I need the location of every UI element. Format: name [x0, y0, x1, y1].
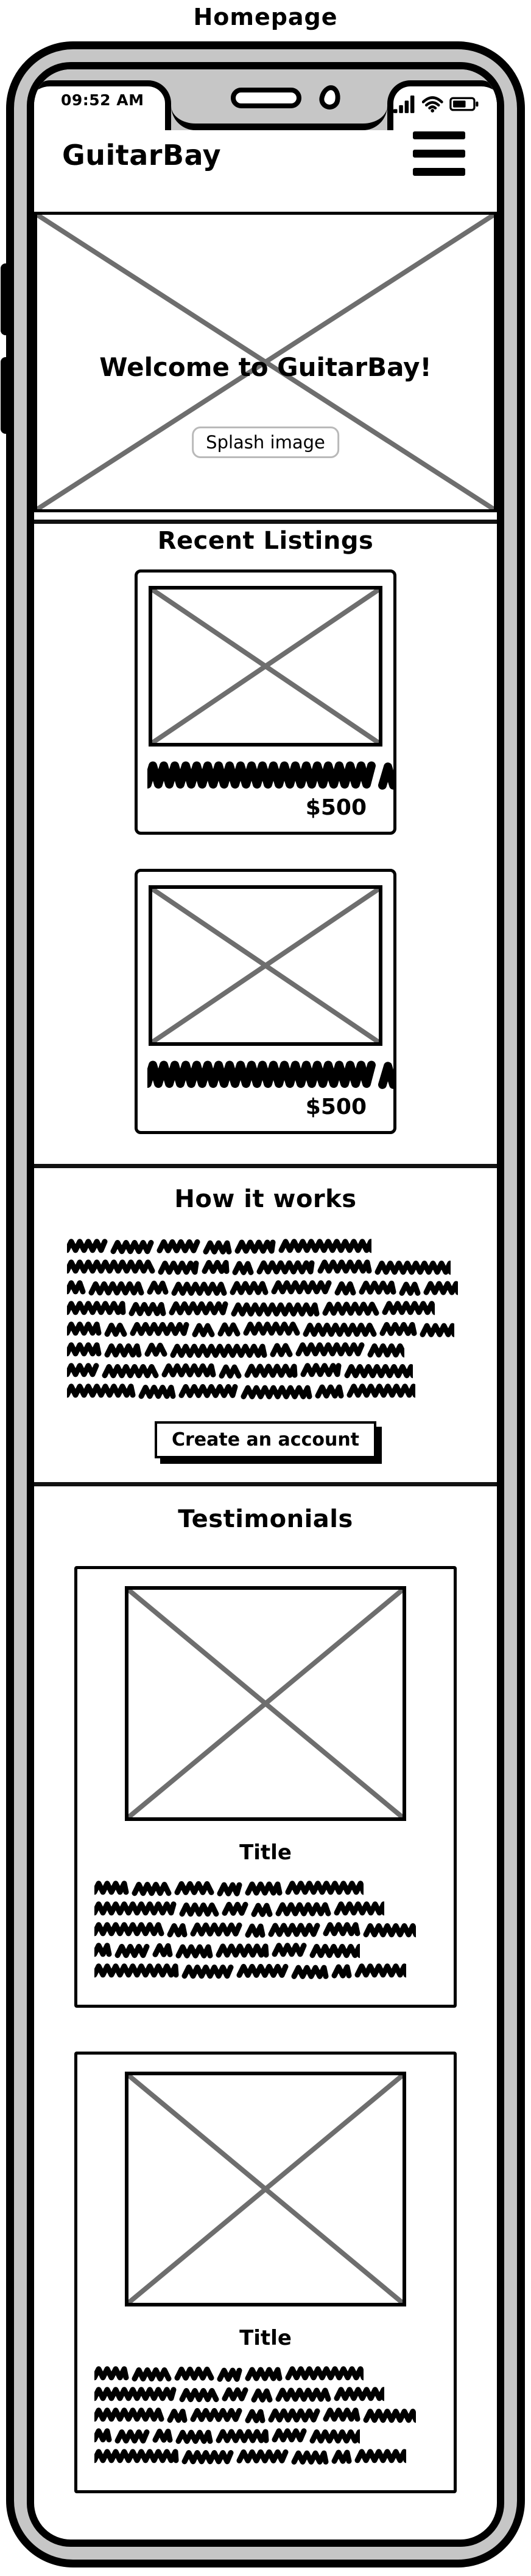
scribble-text-line [67, 1239, 469, 1255]
wifi-icon [422, 95, 443, 113]
volume-down-button[interactable] [1, 357, 14, 434]
testimonial-scribble-paragraph [94, 1881, 441, 1979]
testimonial-cards [34, 1566, 497, 2493]
hamburger-menu-icon[interactable] [413, 131, 465, 186]
how-it-works-heading: How it works [174, 1185, 357, 1213]
cellular-signal-icon [393, 94, 416, 114]
recent-listings-cards [34, 569, 497, 1134]
status-bar-left [34, 80, 171, 130]
testimonial-image-placeholder [125, 2072, 406, 2306]
scribble-text-line [94, 1881, 441, 1896]
app-header [34, 130, 497, 212]
image-x-icon [128, 1590, 403, 1817]
image-x-icon [128, 2075, 403, 2303]
scribble-text-line [67, 1363, 469, 1379]
listing-description-scribble [147, 761, 393, 790]
scribble-text-line [67, 1321, 469, 1337]
scribble-text-line [94, 1963, 441, 1979]
battery-icon [449, 96, 479, 113]
notch [171, 69, 387, 130]
listing-description-scribble [147, 1060, 393, 1090]
notch-bar [34, 69, 497, 130]
speaker-icon [231, 88, 301, 108]
scribble-text-line [67, 1301, 469, 1317]
testimonial-image-placeholder [125, 1586, 406, 1821]
create-account-button[interactable]: Create an account [155, 1421, 376, 1458]
image-x-icon [152, 590, 379, 743]
scribble-text-line [94, 2366, 441, 2382]
scribble-text-line [67, 1342, 469, 1358]
scribble-text-line [94, 1901, 441, 1917]
status-time: 09:52 AM [61, 91, 144, 109]
phone-screen [27, 62, 504, 2547]
scribble-text-line [94, 2407, 441, 2423]
scribble-text-line [94, 2449, 441, 2465]
section-divider [34, 1164, 497, 1168]
camera-icon [317, 83, 343, 111]
cta-wrapper [34, 1421, 497, 1458]
status-bar-right [387, 80, 497, 130]
phone-frame [6, 41, 525, 2567]
welcome-headline: Welcome to GuitarBay! [99, 352, 432, 382]
splash-image-label: Splash image [192, 426, 339, 458]
testimonial-scribble-paragraph [94, 2366, 441, 2465]
how-it-works-section [34, 1185, 497, 1458]
image-x-icon [152, 889, 379, 1042]
scribble-text-line [94, 2387, 441, 2403]
recent-listings-section [34, 527, 497, 1134]
page-title: Homepage [193, 4, 338, 30]
testimonial-title: Title [239, 2326, 292, 2350]
testimonial-card [74, 2052, 457, 2493]
listing-image-placeholder [149, 586, 382, 747]
testimonials-heading: Testimonials [178, 1505, 353, 1533]
testimonial-card [74, 1566, 457, 2008]
scribble-text-line [67, 1280, 469, 1296]
listing-image-placeholder [149, 885, 382, 1046]
testimonial-title: Title [239, 1840, 292, 1865]
app-title: GuitarBay [62, 139, 222, 172]
scribble-text-line [67, 1259, 469, 1275]
scribble-text-line [94, 1943, 441, 1958]
section-divider [34, 520, 497, 524]
testimonials-section [34, 1505, 497, 2493]
scribble-text-line [94, 1922, 441, 1938]
listing-card[interactable] [135, 569, 396, 835]
section-divider [34, 1482, 497, 1486]
how-it-works-scribble-paragraph [67, 1239, 469, 1399]
volume-up-button[interactable] [1, 263, 14, 335]
listing-price: $500 [305, 1095, 367, 1119]
listing-price: $500 [305, 795, 367, 820]
listing-card[interactable] [135, 869, 396, 1134]
scribble-text-line [94, 2428, 441, 2444]
recent-listings-heading: Recent Listings [157, 527, 374, 555]
splash-image-placeholder [34, 212, 497, 512]
scribble-text-line [67, 1384, 469, 1399]
